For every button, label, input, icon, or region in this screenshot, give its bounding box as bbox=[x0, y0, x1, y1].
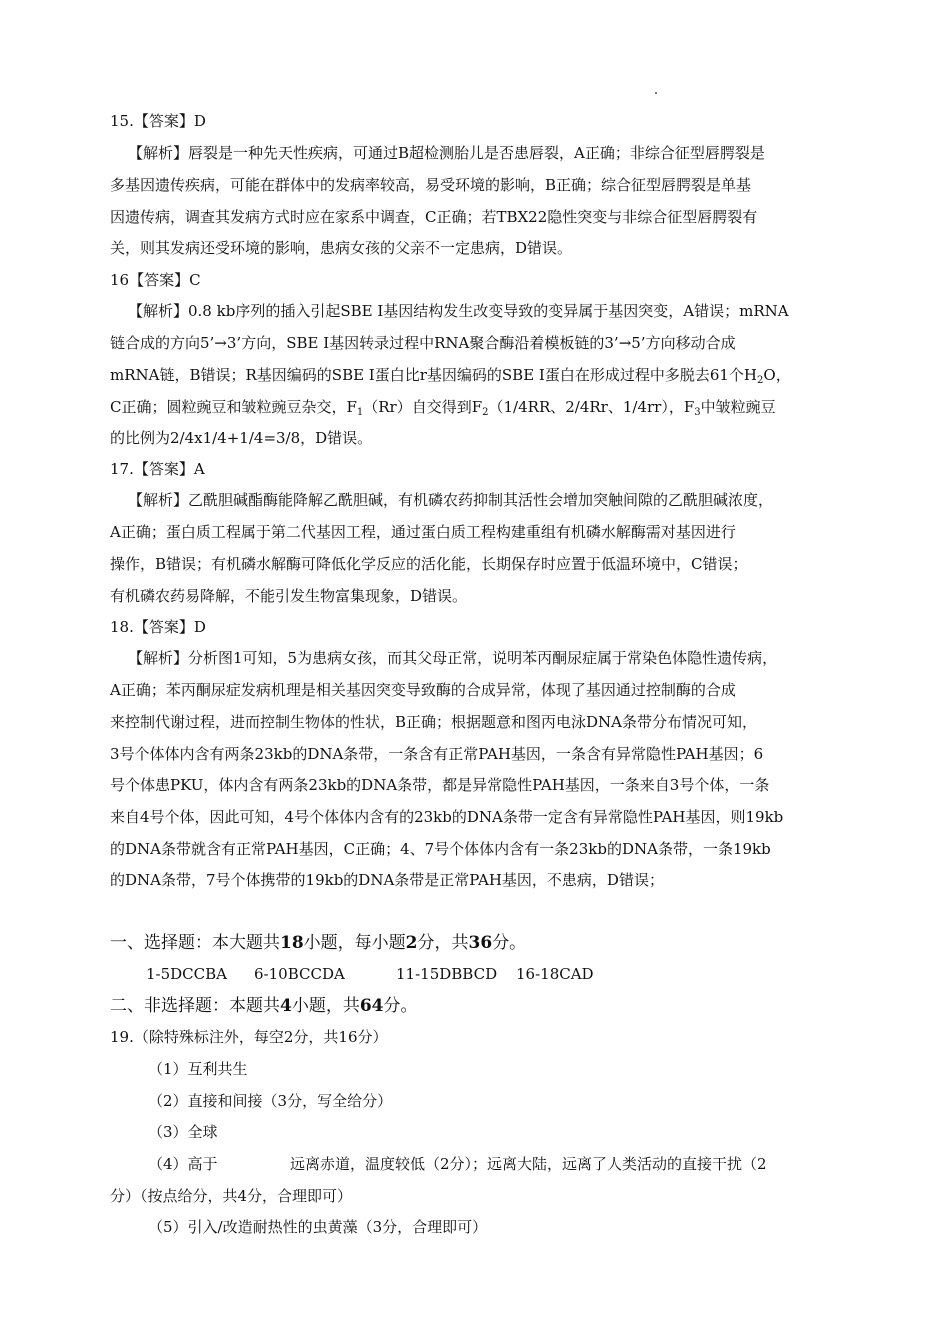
q16-line-3: mRNA链，B错误；R基因编码的SBE Ⅰ蛋白比r基因编码的SBE Ⅰ蛋白在形成过程中多脱去61个$H_2O$， bbox=[110, 366, 791, 386]
q19-item-5: （5）引入/改造耐热性的虫黄藻（3分，合理即可） bbox=[148, 1218, 488, 1236]
answer-group-3: 11-15DBBCD bbox=[396, 965, 498, 983]
answer-group-2: 6-10BCCDA bbox=[254, 965, 345, 983]
q18-header: 18.【答案】D bbox=[110, 618, 206, 636]
q18-line-5: 号个体患PKU，体内含有两条23kb的DNA条带，都是异常隐性PAH基因，一条来自3号个体，一条 bbox=[110, 776, 770, 794]
q18-line-1: 【解析】分析图1可知，5为患病女孩，而其父母正常，说明苯丙酮尿症属于常染色体隐性遗传病， bbox=[128, 649, 778, 667]
q19-item-2: （2）直接和间接（3分，写全给分） bbox=[148, 1092, 393, 1110]
q15-line-1: 【解析】唇裂是一种先天性疾病，可通过B超检测胎儿是否患唇裂，A正确；非综合征型唇腭裂是 bbox=[128, 144, 765, 162]
q18-line-8: 的DNA条带，7号个体携带的19kb的DNA条带是正常PAH基因，不患病，D错误； bbox=[110, 871, 664, 889]
section-2-title: 二、非选择题：本题共4小题，共64分。 bbox=[110, 996, 418, 1016]
q17-line-3: 操作，B错误；有机磷水解酶可降低化学反应的活化能，长期保存时应置于低温环境中，C错误； bbox=[110, 555, 748, 573]
answer-group-4: 16-18CAD bbox=[516, 965, 594, 983]
page-mark bbox=[655, 92, 657, 94]
q19-item-1: （1）互利共生 bbox=[148, 1060, 248, 1078]
q19-item-4c: 分）（按点给分，共4分，合理即可） bbox=[110, 1187, 353, 1205]
q17-header: 17.【答案】A bbox=[110, 460, 205, 478]
q16-line-2: 链合成的方向5’→3’方向，SBE Ⅰ基因转录过程中RNA聚合酶沿着模板链的3’→5’方向移动合成 bbox=[110, 334, 736, 352]
q18-line-4: 3号个体体内含有两条23kb的DNA条带，一条含有正常PAH基因，一条含有异常隐性PAH基因；6 bbox=[110, 745, 764, 763]
choice-answer-list bbox=[146, 964, 594, 984]
q19-item-4b: 远离赤道，温度较低（2分）；远离大陆，远离了人类活动的直接干扰（2 bbox=[290, 1155, 767, 1173]
q15-line-3: 因遗传病，调查其发病方式时应在家系中调查，C正确；若TBX22隐性突变与非综合征型唇腭裂有 bbox=[110, 208, 758, 226]
q18-line-2: A正确；苯丙酮尿症发病机理是相关基因突变导致酶的合成异常，体现了基因通过控制酶的合成 bbox=[110, 681, 736, 699]
q15-line-4: 关，则其发病还受环境的影响，患病女孩的父亲不一定患病，D错误。 bbox=[110, 239, 573, 257]
q19-header: 19.（除特殊标注外，每空2分，共16分） bbox=[110, 1028, 388, 1046]
q16-line-1: 【解析】0.8 kb序列的插入引起SBE Ⅰ基因结构发生改变导致的变异属于基因突变，A错误；mRNA bbox=[128, 302, 789, 320]
q17-line-1: 【解析】乙酰胆碱酯酶能降解乙酰胆碱，有机磷农药抑制其活性会增加突触间隙的乙酰胆碱浓度， bbox=[128, 491, 774, 509]
answer-group-1: 1-5DCCBA bbox=[146, 965, 227, 983]
q16-line-5: 的比例为2/4x1/4+1/4=3/8，D错误。 bbox=[110, 429, 373, 447]
q16-header: 16【答案】C bbox=[110, 271, 201, 289]
q18-line-3: 来控制代谢过程，进而控制生物体的性状，B正确；根据题意和图丙电泳DNA条带分布情况可知， bbox=[110, 713, 758, 731]
q16-line-4: C正确；圆粒豌豆和皱粒豌豆杂交，$F_1(Rr)$自交得到$F_2(1/4RR$、2/4Rr、1/4rr），$F_3$中皱粒豌豆 bbox=[110, 398, 776, 418]
q19-item-3: （3）全球 bbox=[148, 1123, 218, 1141]
q17-line-2: A正确；蛋白质工程属于第二代基因工程，通过蛋白质工程构建重组有机磷水解酶需对基因进行 bbox=[110, 523, 736, 541]
q15-line-2: 多基因遗传疾病，可能在群体中的发病率较高，易受环境的影响，B正确；综合征型唇腭裂是单基 bbox=[110, 176, 752, 194]
q19-item-4a: （4）高于 bbox=[148, 1155, 218, 1173]
section-1-title: 一、选择题：本大题共18小题，每小题2分，共36分。 bbox=[110, 933, 527, 953]
q15-header: 15.【答案】D bbox=[110, 112, 206, 130]
q18-line-6: 来自4号个体，因此可知，4号个体体内含有的23kb的DNA条带一定含有异常隐性PAH基因，则19kb bbox=[110, 808, 784, 826]
q18-line-7: 的DNA条带就含有正常PAH基因，C正确；4、7号个体体内含有一条23kb的DNA条带，一条19kb bbox=[110, 840, 771, 858]
q17-line-4: 有机磷农药易降解，不能引发生物富集现象，D错误。 bbox=[110, 587, 468, 605]
